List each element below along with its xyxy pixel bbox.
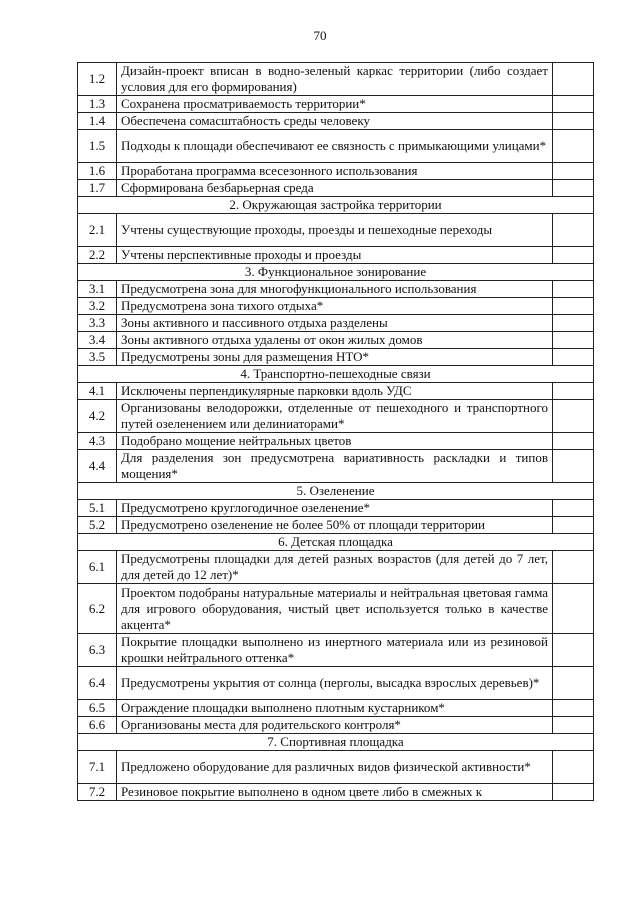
section-heading-row bbox=[78, 366, 594, 383]
item-description: Учтены существующие проходы, проезды и пешеходные переходы bbox=[117, 214, 553, 247]
item-description: Предусмотрено круглогодичное озеленение* bbox=[117, 500, 553, 517]
item-number: 3.5 bbox=[78, 349, 117, 366]
checklist-row bbox=[78, 500, 594, 517]
item-description: Предусмотрена зона тихого отдыха* bbox=[117, 298, 553, 315]
item-description: Предусмотрено озеленение не более 50% от площади территории bbox=[117, 517, 553, 534]
item-description: Проектом подобраны натуральные материалы и нейтральная цветовая гамма для игрового оборудования, чистый цвет используется только в качестве акцента* bbox=[117, 584, 553, 634]
page-number: 70 bbox=[313, 28, 327, 43]
item-number: 4.1 bbox=[78, 383, 117, 400]
section-heading-row bbox=[78, 264, 594, 281]
item-number: 6.6 bbox=[78, 717, 117, 734]
checklist-row bbox=[78, 180, 594, 197]
checklist-body bbox=[78, 63, 594, 801]
item-description: Зоны активного отдыха удалены от окон жилых домов bbox=[117, 332, 553, 349]
mark-cell[interactable] bbox=[553, 400, 594, 433]
mark-cell[interactable] bbox=[553, 667, 594, 700]
item-number: 3.1 bbox=[78, 281, 117, 298]
checklist-row bbox=[78, 551, 594, 584]
mark-cell[interactable] bbox=[553, 433, 594, 450]
checklist-row bbox=[78, 130, 594, 163]
mark-cell[interactable] bbox=[553, 634, 594, 667]
item-description: Предусмотрены укрытия от солнца (перголы, высадка взрослых деревьев)* bbox=[117, 667, 553, 700]
item-number: 3.3 bbox=[78, 315, 117, 332]
mark-cell[interactable] bbox=[553, 163, 594, 180]
checklist-row bbox=[78, 667, 594, 700]
item-description: Проработана программа всесезонного использования bbox=[117, 163, 553, 180]
section-heading-row bbox=[78, 483, 594, 500]
section-heading-row bbox=[78, 534, 594, 551]
item-description: Сохранена просматриваемость территории* bbox=[117, 96, 553, 113]
mark-cell[interactable] bbox=[553, 63, 594, 96]
item-number: 7.2 bbox=[78, 784, 117, 801]
checklist-row bbox=[78, 298, 594, 315]
item-description: Для разделения зон предусмотрена вариативность раскладки и типов мощения* bbox=[117, 450, 553, 483]
checklist-row bbox=[78, 584, 594, 634]
mark-cell[interactable] bbox=[553, 298, 594, 315]
item-number: 1.5 bbox=[78, 130, 117, 163]
item-number: 3.2 bbox=[78, 298, 117, 315]
mark-cell[interactable] bbox=[553, 383, 594, 400]
item-description: Предложено оборудование для различных видов физической активности* bbox=[117, 751, 553, 784]
section-heading: 2. Окружающая застройка территории bbox=[78, 197, 594, 214]
section-heading: 6. Детская площадка bbox=[78, 534, 594, 551]
mark-cell[interactable] bbox=[553, 751, 594, 784]
item-description: Учтены перспективные проходы и проезды bbox=[117, 247, 553, 264]
checklist-row bbox=[78, 281, 594, 298]
checklist-row bbox=[78, 751, 594, 784]
item-number: 6.1 bbox=[78, 551, 117, 584]
mark-cell[interactable] bbox=[553, 349, 594, 366]
item-number: 4.2 bbox=[78, 400, 117, 433]
item-description: Подобрано мощение нейтральных цветов bbox=[117, 433, 553, 450]
mark-cell[interactable] bbox=[553, 784, 594, 801]
section-heading: 3. Функциональное зонирование bbox=[78, 264, 594, 281]
item-description: Дизайн-проект вписан в водно-зеленый каркас территории (либо создает условия для его формирования) bbox=[117, 63, 553, 96]
item-description: Зоны активного и пассивного отдыха разделены bbox=[117, 315, 553, 332]
item-number: 4.3 bbox=[78, 433, 117, 450]
checklist-row bbox=[78, 349, 594, 366]
mark-cell[interactable] bbox=[553, 717, 594, 734]
mark-cell[interactable] bbox=[553, 113, 594, 130]
item-number: 4.4 bbox=[78, 450, 117, 483]
mark-cell[interactable] bbox=[553, 551, 594, 584]
section-heading: 4. Транспортно-пешеходные связи bbox=[78, 366, 594, 383]
checklist-row bbox=[78, 214, 594, 247]
checklist-row bbox=[78, 63, 594, 96]
item-number: 2.2 bbox=[78, 247, 117, 264]
section-heading-row bbox=[78, 197, 594, 214]
section-heading-row bbox=[78, 734, 594, 751]
item-description: Организованы места для родительского контроля* bbox=[117, 717, 553, 734]
item-number: 6.3 bbox=[78, 634, 117, 667]
item-description: Предусмотрены зоны для размещения НТО* bbox=[117, 349, 553, 366]
section-heading: 5. Озеленение bbox=[78, 483, 594, 500]
mark-cell[interactable] bbox=[553, 130, 594, 163]
item-number: 6.2 bbox=[78, 584, 117, 634]
mark-cell[interactable] bbox=[553, 584, 594, 634]
item-number: 7.1 bbox=[78, 751, 117, 784]
mark-cell[interactable] bbox=[553, 180, 594, 197]
item-description: Предусмотрена зона для многофункционального использования bbox=[117, 281, 553, 298]
mark-cell[interactable] bbox=[553, 214, 594, 247]
item-number: 5.1 bbox=[78, 500, 117, 517]
checklist-row bbox=[78, 332, 594, 349]
item-description: Сформирована безбарьерная среда bbox=[117, 180, 553, 197]
mark-cell[interactable] bbox=[553, 700, 594, 717]
section-heading: 7. Спортивная площадка bbox=[78, 734, 594, 751]
checklist-row bbox=[78, 163, 594, 180]
checklist-row bbox=[78, 717, 594, 734]
item-description: Организованы велодорожки, отделенные от пешеходного и транспортного путей озеленением или делиниаторами* bbox=[117, 400, 553, 433]
item-description: Резиновое покрытие выполнено в одном цвете либо в смежных к bbox=[117, 784, 553, 801]
item-number: 2.1 bbox=[78, 214, 117, 247]
checklist-row bbox=[78, 700, 594, 717]
checklist-row bbox=[78, 517, 594, 534]
item-description: Исключены перпендикулярные парковки вдоль УДС bbox=[117, 383, 553, 400]
checklist-row bbox=[78, 96, 594, 113]
item-number: 1.2 bbox=[78, 63, 117, 96]
checklist-row bbox=[78, 784, 594, 801]
item-number: 5.2 bbox=[78, 517, 117, 534]
checklist-row bbox=[78, 315, 594, 332]
checklist-row bbox=[78, 433, 594, 450]
checklist-row bbox=[78, 383, 594, 400]
item-description: Ограждение площадки выполнено плотным кустарником* bbox=[117, 700, 553, 717]
item-number: 6.5 bbox=[78, 700, 117, 717]
item-description: Покрытие площадки выполнено из инертного материала или из резиновой крошки нейтрального оттенка* bbox=[117, 634, 553, 667]
mark-cell[interactable] bbox=[553, 281, 594, 298]
checklist-row bbox=[78, 247, 594, 264]
checklist-row bbox=[78, 400, 594, 433]
mark-cell[interactable] bbox=[553, 247, 594, 264]
checklist-row bbox=[78, 634, 594, 667]
mark-cell[interactable] bbox=[553, 96, 594, 113]
item-description: Обеспечена сомасштабность среды человеку bbox=[117, 113, 553, 130]
item-number: 6.4 bbox=[78, 667, 117, 700]
checklist-row bbox=[78, 450, 594, 483]
item-number: 3.4 bbox=[78, 332, 117, 349]
checklist-table bbox=[77, 62, 594, 801]
item-number: 1.4 bbox=[78, 113, 117, 130]
mark-cell[interactable] bbox=[553, 500, 594, 517]
item-number: 1.7 bbox=[78, 180, 117, 197]
mark-cell[interactable] bbox=[553, 332, 594, 349]
mark-cell[interactable] bbox=[553, 315, 594, 332]
item-number: 1.6 bbox=[78, 163, 117, 180]
item-description: Подходы к площади обеспечивают ее связность с примыкающими улицами* bbox=[117, 130, 553, 163]
item-description: Предусмотрены площадки для детей разных возрастов (для детей до 7 лет, для детей до 12 лет)* bbox=[117, 551, 553, 584]
mark-cell[interactable] bbox=[553, 517, 594, 534]
mark-cell[interactable] bbox=[553, 450, 594, 483]
checklist-row bbox=[78, 113, 594, 130]
item-number: 1.3 bbox=[78, 96, 117, 113]
